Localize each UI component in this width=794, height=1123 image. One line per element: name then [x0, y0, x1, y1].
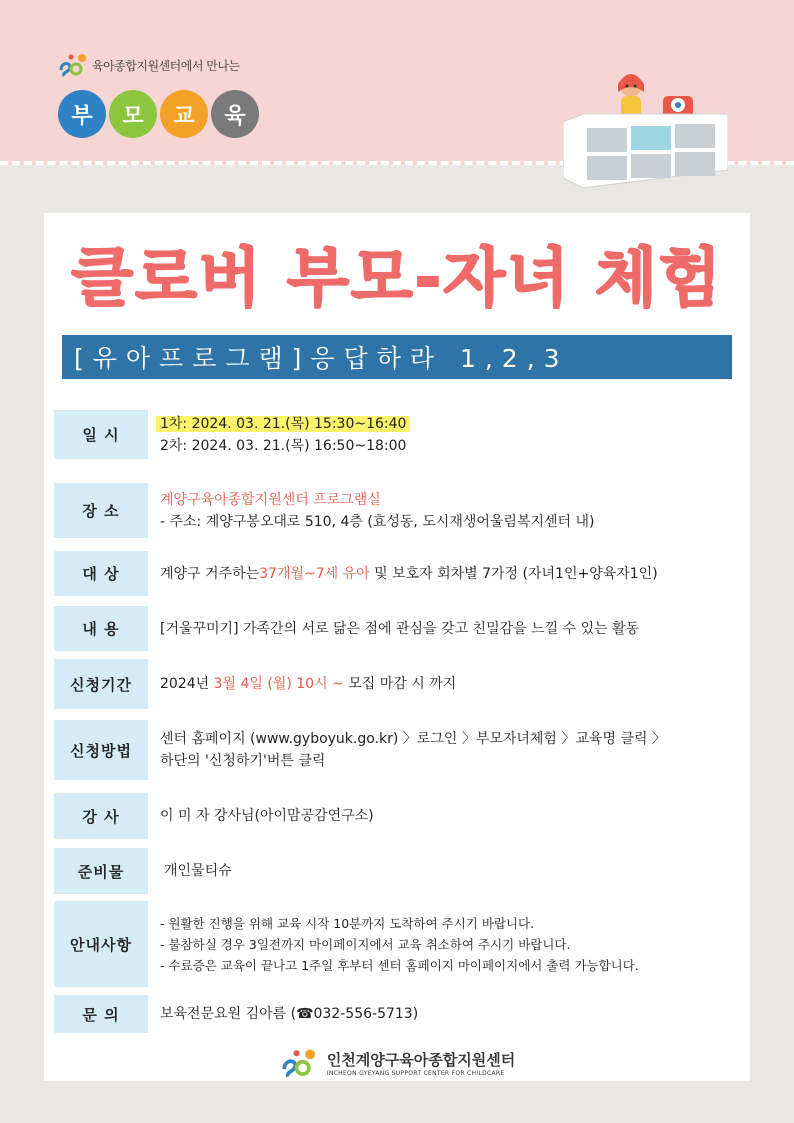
- target-post: 및 보호자 회차별 7가정 (자녀1인+양육자1인): [369, 565, 658, 582]
- label-place: 장 소: [54, 483, 148, 538]
- label-notice: 안내사항: [54, 901, 148, 987]
- place-address: - 주소: 계양구봉오대로 510, 4층 (효성동, 도시재생어울림복지센터 내): [160, 513, 595, 530]
- target-pre: 계양구 거주하는: [160, 565, 260, 582]
- row-place: [54, 483, 724, 538]
- period-highlight: 3월 4일 (월) 10시 ~: [213, 676, 344, 692]
- notice-line-1: - 원활한 진행을 위해 교육 시작 10분까지 도착하여 주시기 바랍니다.: [160, 915, 535, 931]
- date-session-1: 1차: 2024. 03. 21.(목) 15:30~16:40: [156, 416, 410, 432]
- value-target: [148, 551, 724, 596]
- date-session-2: 2차: 2024. 03. 21.(목) 16:50~18:00: [160, 437, 407, 454]
- value-date: [148, 410, 724, 459]
- label-target: 대 상: [54, 551, 148, 596]
- center-logo-icon: [279, 1047, 319, 1079]
- title-circles: [58, 90, 262, 138]
- program-banner: [유아프로그램]응답하라 1,2,3: [62, 335, 732, 379]
- center-logo-icon: [58, 52, 88, 78]
- label-method: 신청방법: [54, 720, 148, 780]
- label-date: 일 시: [54, 410, 148, 459]
- value-period: [148, 659, 724, 709]
- label-content: 내 용: [54, 606, 148, 651]
- label-contact: 문 의: [54, 995, 148, 1033]
- label-instructor: 강 사: [54, 793, 148, 839]
- row-target: [54, 551, 724, 596]
- page-title: 클로버 부모-자녀 체험: [71, 242, 723, 316]
- header-subtitle: 육아종합지원센터에서 만나는: [92, 58, 240, 73]
- row-instructor: [54, 793, 724, 839]
- row-notice: [54, 901, 724, 987]
- footer-name-kr: 인천계양구육아종합지원센터: [326, 1051, 516, 1069]
- row-contact: [54, 995, 724, 1033]
- value-method: [148, 720, 724, 780]
- value-instructor: 이 미 자 강사님(아이맘공감연구소): [160, 808, 374, 824]
- label-supplies: 준비물: [54, 848, 148, 894]
- row-supplies: [54, 848, 724, 894]
- method-line-1: 센터 홈페이지 (www.gyboyuk.go.kr) 〉로그인 〉부모자녀체험 〉교육명 클릭 〉: [160, 731, 666, 747]
- notice-line-2: - 불참하실 경우 3일전까지 마이페이지에서 교육 취소하여 주시기 바랍니다.: [160, 936, 571, 952]
- value-contact: 보육전문요원 김아름 (☎032-556-5713): [160, 1006, 419, 1022]
- footer-logo: [44, 1047, 750, 1079]
- row-period: [54, 659, 724, 709]
- notice-line-3: - 수료증은 교육이 끝나고 1주일 후부터 센터 홈페이지 마이페이지에서 출력 가능합니다.: [160, 957, 639, 973]
- header-logo: [58, 52, 240, 78]
- row-method: [54, 720, 724, 780]
- value-supplies: 개인물티슈: [164, 863, 232, 879]
- target-highlight: 37개월~7세 유아: [259, 565, 370, 582]
- content-card: [44, 213, 750, 1081]
- circle-3: 교: [160, 90, 208, 138]
- circle-4: 육: [211, 90, 259, 138]
- footer-name-en: INCHEON GYEYANG SUPPORT CENTER FOR CHILDCARE: [326, 1070, 505, 1077]
- row-content: [54, 606, 724, 651]
- place-name: 계양구육아종합지원센터 프로그램실: [160, 491, 381, 508]
- period-post: 모집 마감 시 까지: [343, 676, 457, 692]
- circle-2: 모: [109, 90, 157, 138]
- method-line-2: 하단의 '신청하기'버튼 클릭: [160, 753, 326, 769]
- label-period: 신청기간: [54, 659, 148, 709]
- period-pre: 2024년: [160, 676, 214, 692]
- toy-shelf-illustration: [563, 70, 728, 190]
- value-notice: [148, 901, 724, 987]
- circle-1: 부: [58, 90, 106, 138]
- value-content: [거울꾸미기] 가족간의 서로 닮은 점에 관심을 갖고 친밀감을 느낄 수 있는 활동: [160, 620, 640, 637]
- row-date: [54, 410, 724, 459]
- value-place: [148, 483, 724, 538]
